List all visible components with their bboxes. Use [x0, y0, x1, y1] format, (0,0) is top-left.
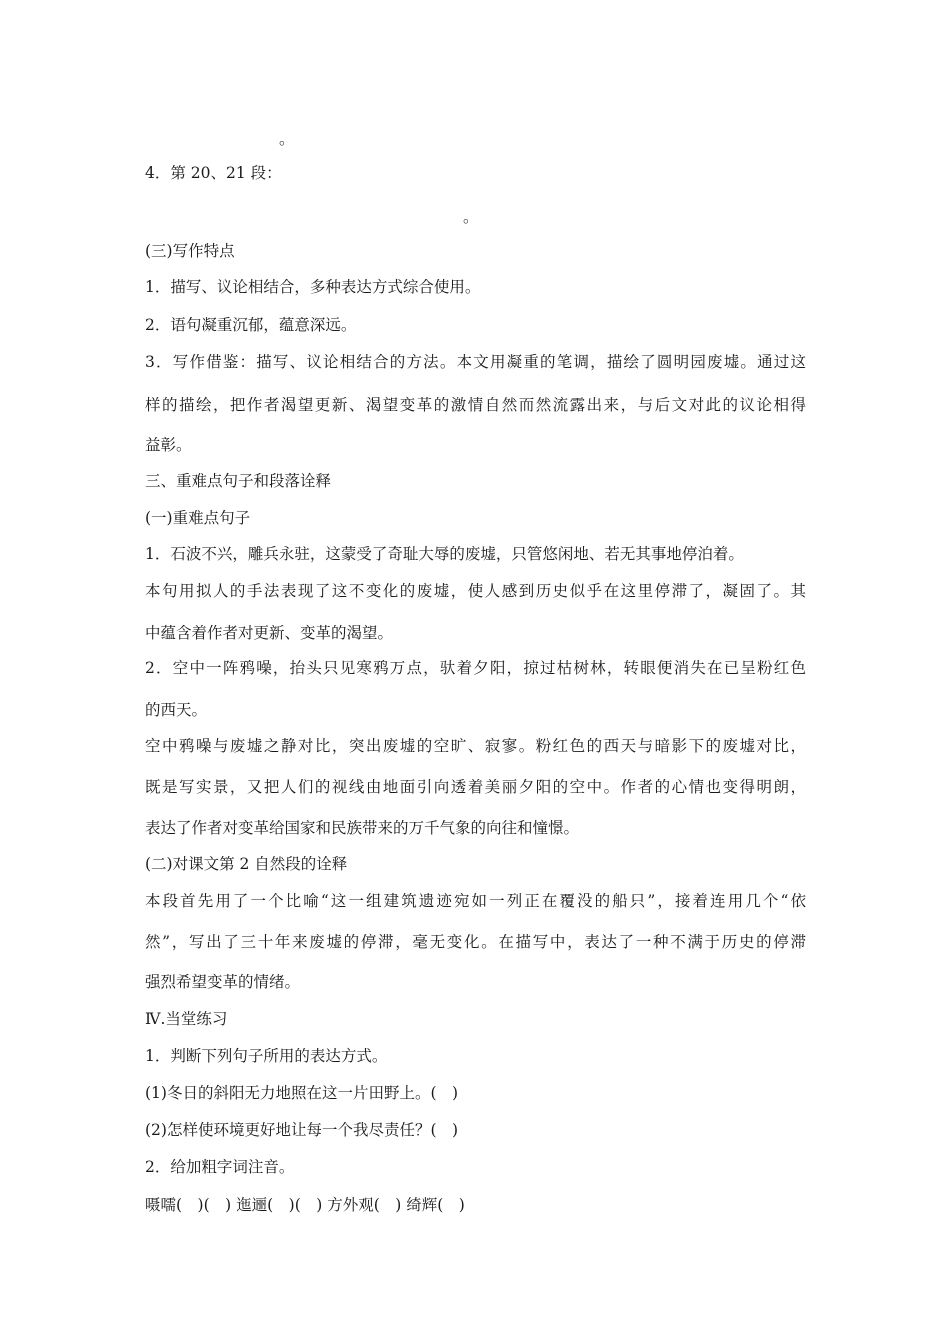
- key-sentence-2: 2．空中一阵鸦噪，抬头只见寒鸦万点，驮着夕阳，掠过枯树林，转眼便消失在已呈粉红色: [145, 659, 806, 677]
- key-sentence-1: 1．石波不兴，雕兵永驻，这蒙受了奇耻大辱的废墟，只管悠闲地、若无其事地停泊着。: [145, 545, 744, 563]
- paragraph-2-analysis: 本段首先用了一个比喻“这一组建筑遗迹宛如一列正在覆没的船只”，接着连用几个“依: [145, 892, 806, 910]
- exercise-1-item-1: (1)冬日的斜阳无力地照在这一片田野上。( ): [145, 1084, 459, 1102]
- exercise-2-words: 嗫嚅( )( ) 迤逦( )( ) 方外观( ) 绮辉( ): [145, 1196, 465, 1214]
- period-mark: 。: [279, 130, 295, 148]
- exercise-2: 2．给加粗字词注音。: [145, 1158, 295, 1176]
- key-sentence-2-analysis: 既是写实景，又把人们的视线由地面引向透着美丽夕阳的空中。作者的心情也变得明朗，: [145, 778, 806, 796]
- exercise-1: 1．判断下列句子所用的表达方式。: [145, 1047, 388, 1065]
- key-sentence-2-analysis: 空中鸦噪与废墟之静对比，突出废墟的空旷、寂寥。粉红色的西天与暗影下的废墟对比，: [145, 737, 806, 755]
- paragraph-2-analysis: 强烈希望变革的情绪。: [145, 973, 301, 991]
- section-3-heading: 三、重难点句子和段落诠释: [145, 472, 332, 490]
- heading-writing-features: (三)写作特点: [145, 242, 235, 260]
- writing-point-2: 2．语句凝重沉郁，蕴意深远。: [145, 316, 357, 334]
- key-sentence-2-analysis: 表达了作者对变革给国家和民族带来的万千气象的向往和憧憬。: [145, 819, 580, 837]
- item-4: 4．第 20、21 段：: [145, 164, 282, 182]
- writing-point-3-line: 3．写作借鉴：描写、议论相结合的方法。本文用凝重的笔调，描绘了圆明园废墟。通过这: [145, 353, 806, 371]
- key-sentence-1-analysis: 本句用拟人的手法表现了这不变化的废墟，使人感到历史似乎在这里停滞了，凝固了。其: [145, 582, 806, 600]
- key-sentence-1-analysis: 中蕴含着作者对更新、变革的渴望。: [145, 624, 394, 642]
- heading-practice: Ⅳ.当堂练习: [145, 1010, 228, 1028]
- period-mark: 。: [463, 208, 479, 226]
- writing-point-3-line: 样的描绘，把作者渴望更新、渴望变革的激情自然而然流露出来，与后文对此的议论相得: [145, 396, 806, 414]
- heading-key-sentences: (一)重难点句子: [145, 509, 251, 527]
- exercise-1-item-2: (2)怎样使环境更好地让每一个我尽责任？( ): [145, 1121, 459, 1139]
- key-sentence-2: 的西天。: [145, 701, 208, 719]
- heading-paragraph-2: (二)对课文第 2 自然段的诠释: [145, 855, 348, 873]
- paragraph-2-analysis: 然”，写出了三十年来废墟的停滞，毫无变化。在描写中，表达了一种不满于历史的停滞: [145, 933, 806, 951]
- writing-point-3-line: 益彰。: [145, 436, 192, 454]
- writing-point-1: 1．描写、议论相结合，多种表达方式综合使用。: [145, 278, 481, 296]
